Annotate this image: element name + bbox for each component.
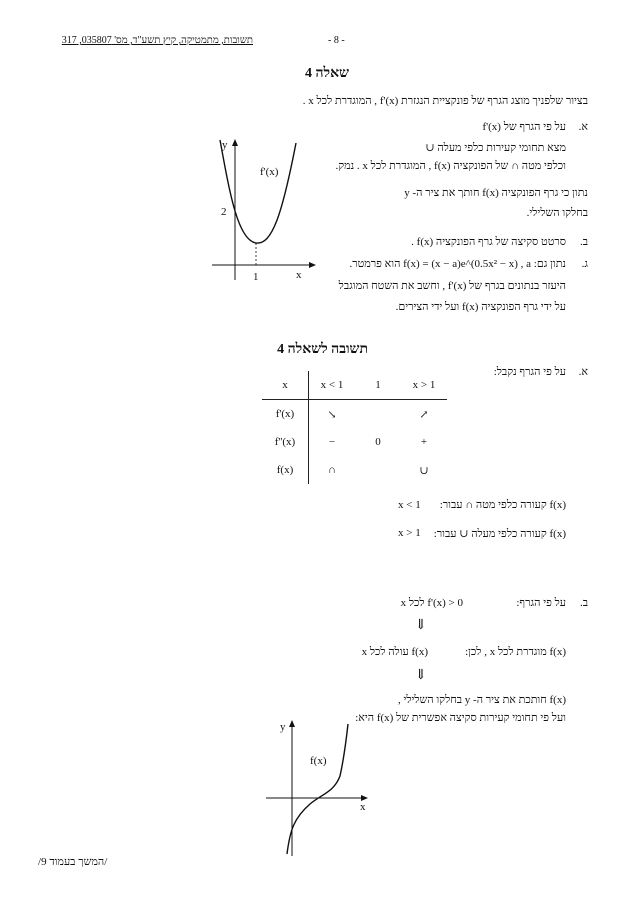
curve-label: f'(x) [260, 166, 279, 178]
answer-part-b-line2b: f(x) עולה לכל x [361, 646, 428, 658]
table-cell: f(x) [262, 456, 309, 484]
given-line1: נתון כי גרף הפונקציה f(x) חותך את ציר ה- y [404, 187, 588, 199]
x-axis-arrow [309, 262, 316, 268]
curve-label: f(x) [310, 755, 327, 767]
given-line2: בחלקו השלילי. [526, 207, 588, 219]
header-title: תשובות, מתמטיקה, קיץ תשע"ד, מס' 035807, 317 [61, 35, 253, 46]
part-a-line2: מצא תחומי קעירות כלפי מעלה ∪ [425, 142, 566, 154]
table-cell [355, 400, 401, 429]
part-b-text: סרטט סקיצה של גרף הפונקציה f(x) . [411, 236, 566, 248]
y-axis-label: y [222, 139, 228, 151]
derivative-curve [220, 140, 296, 243]
answer-part-b-line4: ועל פי תחומי קעירות סקיצה אפשרית של f(x) היא: [355, 712, 566, 724]
answer-part-b-cond: f'(x) > 0 לכל x [400, 597, 463, 609]
table-row [262, 428, 447, 456]
y-axis-label: y [280, 721, 286, 733]
part-a-letter: א. [578, 121, 588, 133]
x-tick-label: 1 [253, 271, 259, 283]
table-cell: 1 [355, 371, 401, 400]
table-cell: f'(x) [262, 400, 309, 429]
answer-part-a-intro: על פי הגרף נקבל: [493, 366, 566, 378]
y-axis-arrow [232, 139, 238, 146]
answer-part-b-line3: f(x) חותכת את ציר ה- y בחלקו השלילי , [397, 694, 566, 706]
concave-down-range: x < 1 [398, 499, 421, 511]
part-a-line1: על פי הגרף של f'(x) [482, 121, 566, 133]
table-row [262, 371, 447, 400]
y-tick-label: 2 [221, 206, 227, 218]
function-sketch [262, 718, 372, 858]
part-b-letter: ב. [579, 236, 588, 248]
concave-down-text: f(x) קעורה כלפי מטה ∩ עבור: [439, 499, 566, 511]
y-axis-arrow [289, 720, 295, 727]
x-axis-label: x [360, 801, 366, 813]
part-c-line2: היעזר בנתונים בגרף של f'(x) , וחשב את השטח המוגבל [338, 280, 566, 292]
answer-part-b-intro: על פי הגרף: [516, 597, 566, 609]
part-a-line3: וכלפי מטה ∩ של הפונקציה f(x) , המוגדרת לכל x . נמק. [335, 160, 566, 172]
concave-up-range: x > 1 [398, 527, 421, 539]
table-cell: + [420, 436, 428, 448]
table-cell: ↗ [419, 408, 429, 421]
derivative-graph [210, 135, 320, 285]
sign-table [262, 371, 447, 484]
continued-note: /המשך בעמוד 9/ [38, 856, 108, 868]
part-c-line3: על ידי גרף הפונקציה f(x) ועל ידי הצירים. [395, 301, 566, 313]
table-cell: 0 [375, 436, 381, 448]
table-cell: x > 1 [401, 371, 447, 400]
table-cell: x [262, 371, 309, 400]
answer-part-a-letter: א. [578, 366, 588, 378]
question-intro: בציור שלפניך מוצג הגרף של פונקציית הנגזרת f'(x) , המוגדרת לכל x . [302, 95, 588, 107]
part-c-line1: נתון גם: f(x) = (x − a)e^(0.5x² − x) , a הוא פרמטר. [349, 258, 566, 270]
answer-title: תשובה לשאלה 4 [277, 342, 368, 357]
implies-arrow-2: ⇓ [415, 668, 427, 683]
table-cell: − [328, 436, 336, 448]
answer-part-b-letter: ב. [579, 597, 588, 609]
table-cell: x < 1 [309, 371, 356, 400]
concave-up-text: f(x) קעורה כלפי מעלה ∪ עבור: [433, 528, 566, 540]
answer-part-b-line2: f(x) מוגדרת לכל x , לכן: [465, 646, 566, 658]
x-axis-label: x [296, 269, 302, 281]
part-c-letter: ג. [581, 258, 588, 270]
question-title: שאלה 4 [304, 66, 349, 81]
function-curve [287, 724, 348, 854]
table-row [262, 456, 447, 484]
page-number: - 8 - [328, 35, 345, 46]
table-cell: f''(x) [262, 428, 309, 456]
table-row [262, 400, 447, 429]
implies-arrow-1: ⇓ [415, 618, 427, 633]
table-cell: ∪ [419, 464, 429, 477]
table-cell: ↘ [327, 408, 337, 421]
table-cell [355, 456, 401, 484]
table-cell: ∩ [328, 464, 336, 476]
